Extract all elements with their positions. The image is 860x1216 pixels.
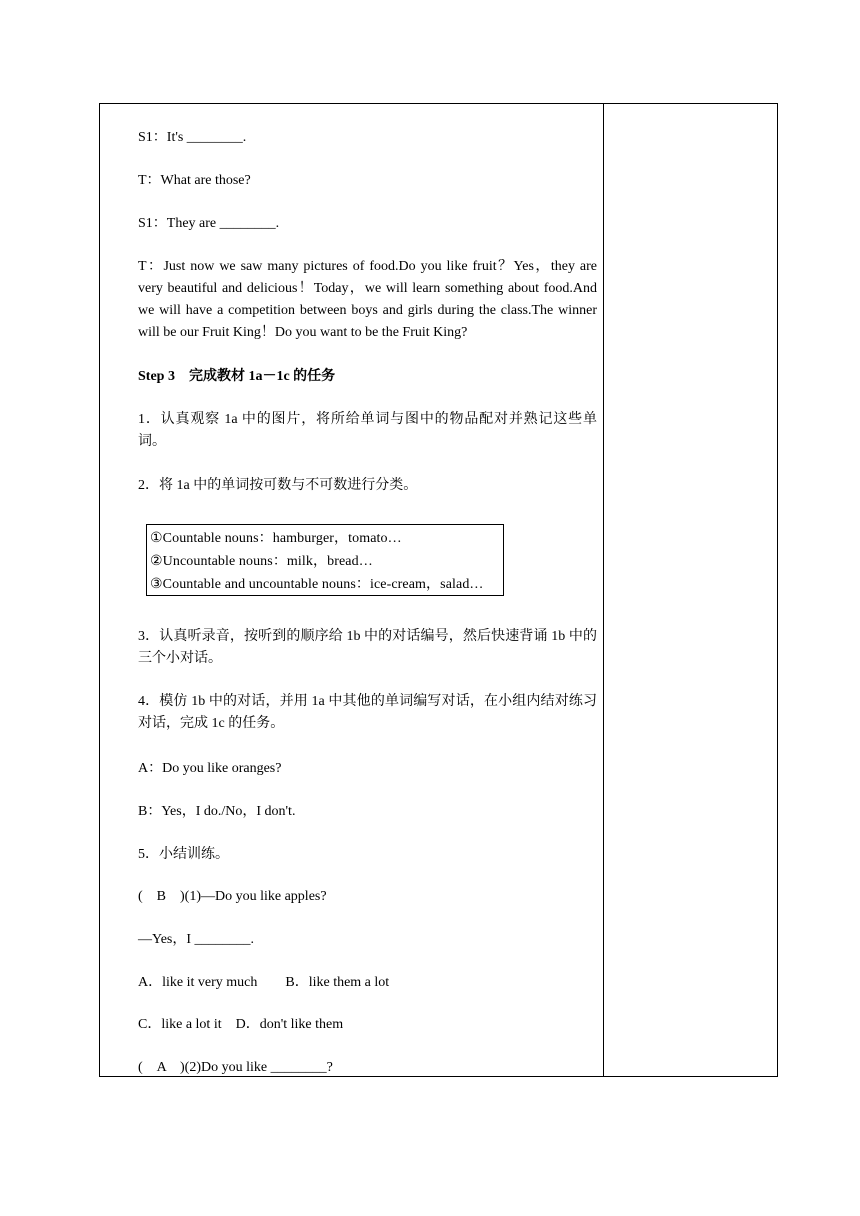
question-1-answer: —Yes，I ________. xyxy=(138,932,255,947)
teacher-intro-paragraph: T：Just now we saw many pictures of food.Do you like fruit？Yes，they are very beautiful and delicious！Today，we will learn something about food.And we will have a competition between boys and girls during the class.The winner will be our Fruit King！Do you want to be the Fruit King? xyxy=(138,259,597,340)
question-1-options-ab: A．like it very much B．like them a lot xyxy=(138,975,390,990)
task-item-4: 4．模仿 1b 中的对话，并用 1a 中其他的单词编写对话，在小组内结对练习对话，完成 1c 的任务。 xyxy=(138,694,597,731)
noun-line-countable: ①Countable nouns：hamburger，tomato… xyxy=(150,531,402,546)
task-item-2: 2．将 1a 中的单词按可数与不可数进行分类。 xyxy=(138,478,418,493)
dialogue-s1-they: S1：They are ________. xyxy=(138,216,280,231)
question-1: ( B )(1)—Do you like apples? xyxy=(138,889,327,904)
task-item-5: 5．小结训练。 xyxy=(138,847,229,862)
dialogue-t-what: T：What are those? xyxy=(138,173,251,188)
question-1-options-cd: C．like a lot it D．don't like them xyxy=(138,1017,344,1032)
step3-heading: Step 3 完成教材 1a－1c 的任务 xyxy=(138,369,336,384)
noun-classification-box xyxy=(146,524,504,596)
task-item-1: 1．认真观察 1a 中的图片，将所给单词与图中的物品配对并熟记这些单词。 xyxy=(138,412,597,449)
lesson-table xyxy=(99,103,778,1077)
dialogue-a: A：Do you like oranges? xyxy=(138,761,282,776)
dialogue-s1-its: S1：It's ________. xyxy=(138,130,247,145)
notes-column xyxy=(604,104,777,1076)
noun-line-both: ③Countable and uncountable nouns：ice-cream，salad… xyxy=(150,577,484,592)
noun-line-uncountable: ②Uncountable nouns：milk，bread… xyxy=(150,554,373,569)
task-item-3: 3．认真听录音，按听到的顺序给 1b 中的对话编号，然后快速背诵 1b 中的三个小对话。 xyxy=(138,629,597,666)
dialogue-b: B：Yes，I do./No，I don't. xyxy=(138,804,296,819)
question-2: ( A )(2)Do you like ________? xyxy=(138,1060,333,1075)
